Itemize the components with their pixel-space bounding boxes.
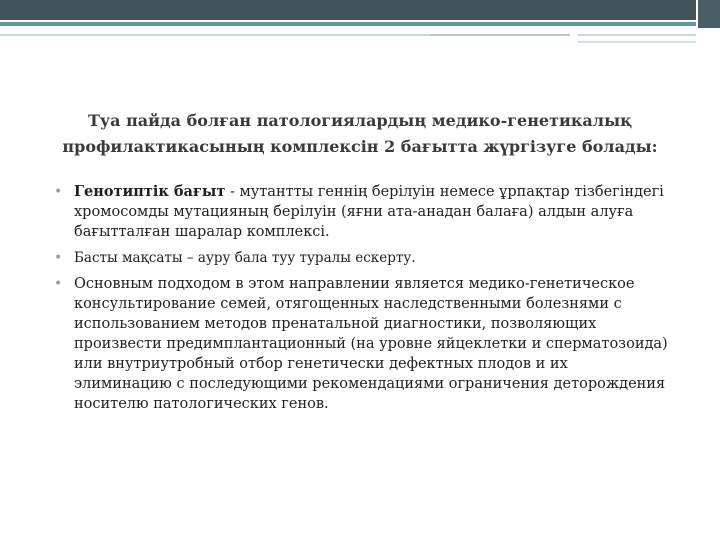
decor-line — [0, 34, 430, 36]
header-dark-corner — [698, 0, 720, 28]
header-dark-bar — [0, 0, 696, 20]
bullet-icon: • — [54, 276, 63, 292]
bullet-icon: • — [54, 184, 63, 200]
list-item — [54, 248, 670, 268]
bullet-icon: • — [54, 250, 63, 266]
list-item — [54, 182, 670, 242]
bullet-text: Басты мақсаты – ауру бала туу туралы ескерту. — [74, 250, 416, 266]
bullet-text: Основным подходом в этом направлении является медико-генетическое консультирование семей, отягощенных наследственными болезнями с использованием методов пренатальной диагностики, позволяющих произвести предимплантационный (на уровне яйцеклетки и сперматозоида) или внутриутробный отбор генетически дефектных плодов и их элиминацию с последующими рекомендациями ограничения деторождения носителю патологических генов. — [74, 276, 668, 412]
decor-line — [578, 41, 696, 43]
bullet-lead: Генотиптік бағыт — [74, 183, 226, 200]
list-item — [54, 274, 670, 414]
header-band — [0, 0, 720, 28]
bullet-list — [54, 182, 670, 420]
decor-line — [430, 34, 570, 36]
bullet-text: - мутантты геннің берілуін немесе ұрпақтар тізбегіндегі хромосомды мутацияның берілуін (яғни ата-анадан балаға) алдын алуға бағытталған шаралар комплексі. — [74, 184, 664, 240]
slide-title: Туа пайда болған патологиялардың медико-генетикалық профилактикасының комплексін 2 бағытта жүргізуге болады: — [62, 111, 658, 156]
decor-line — [578, 34, 696, 36]
header-teal-line — [0, 22, 696, 26]
